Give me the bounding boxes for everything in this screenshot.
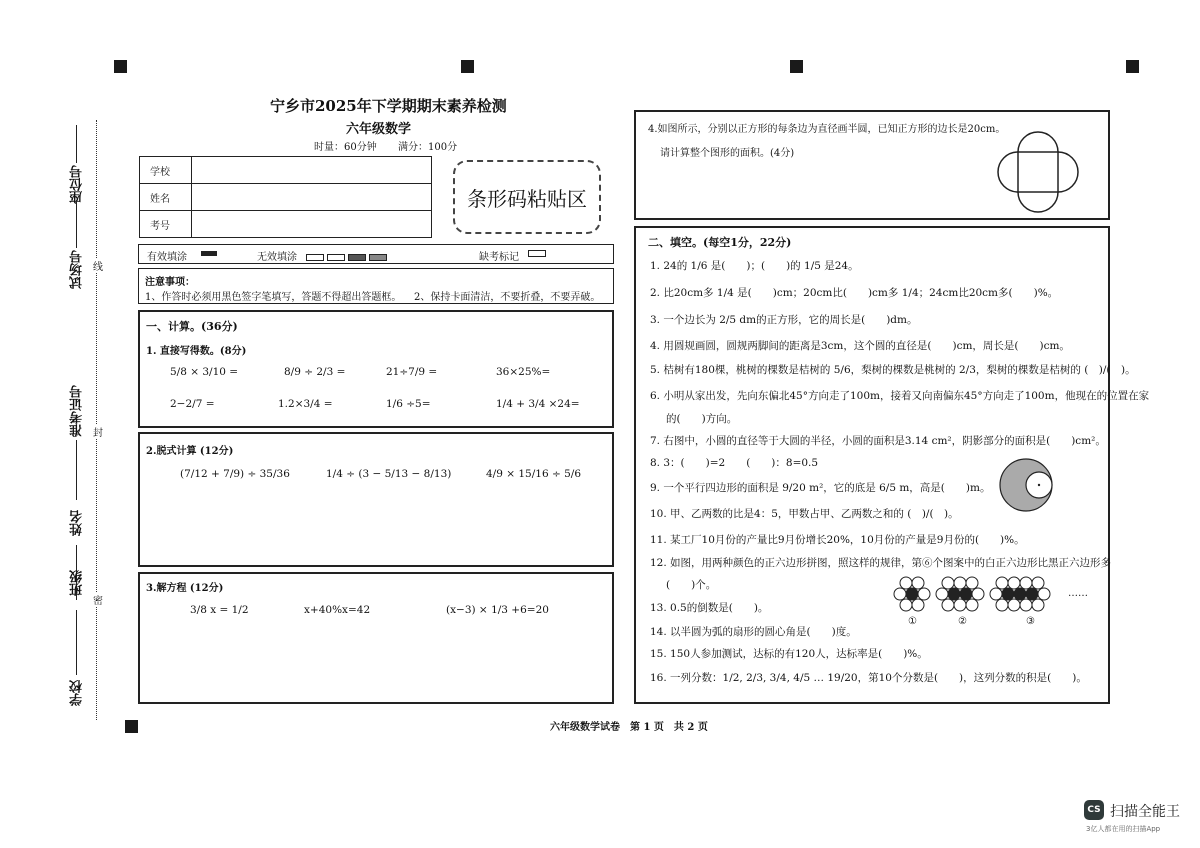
calc-p1: 5/8 × 3/10 =: [170, 366, 239, 378]
calc-q1: (7/12 + 7/9) ÷ 35/36: [180, 468, 290, 480]
exam-id-field[interactable]: [192, 211, 432, 238]
fill-item-1: 1. 24的 1/6 是( )；( )的 1/5 是24。: [650, 260, 859, 272]
name-field[interactable]: [192, 184, 432, 211]
seat-line: [76, 125, 77, 163]
fill-legend: [138, 244, 614, 264]
fill-item-5: 5. 桔树有180棵，桃树的棵数是桔树的 5/6，梨树的棵数是桃树的 2/3，梨树的棵数是桔树的 ( )/( )。: [650, 364, 1136, 376]
cs-badge-icon: CS: [1084, 800, 1104, 820]
q4-text: 4.如图所示，分别以正方形的每条边为直径画半圆，已知正方形的边长是20cm。: [648, 124, 1006, 135]
section1-title: 一、计算。(36分): [146, 320, 238, 333]
fill-item-6-cont: 的( )方向。: [666, 413, 738, 425]
calc-p8: 1/4 + 3/4 ×24=: [496, 398, 580, 410]
fill-item-3: 3. 一个边长为 2/5 dm的正方形，它的周长是( )dm。: [650, 314, 918, 326]
student-info-table: [139, 156, 432, 238]
section2-title: 二、填空。(每空1分，22分): [648, 236, 792, 249]
calc-q3: 4/9 × 15/16 ÷ 5/6: [486, 468, 582, 480]
registration-mark: [1126, 60, 1139, 73]
fill-item-9: 9. 一个平行四边形的面积是 9/20 m²，它的底是 6/5 m，高是( )m。: [650, 482, 991, 494]
legend-valid-label: 有效填涂: [147, 252, 187, 263]
school-line: [76, 610, 77, 675]
seal-char-feng: 封: [93, 424, 103, 439]
calc-q2: 1/4 ÷ (3 − 5/13 − 8/13): [326, 468, 452, 480]
calc-p7: 1/6 ÷5=: [386, 398, 431, 410]
fill-item-11: 11. 某工厂10月份的产量比9月份增长20%，10月份的产量是9月份的( )%。: [650, 534, 1025, 546]
fill-item-6: 6. 小明从家出发，先向东偏北45°方向走了100m，接着又向南偏东45°方向走了100m，他现在的位置在家: [650, 390, 1150, 402]
square-semicircle-figure: [984, 130, 1092, 214]
fill-item-4: 4. 用圆规画圆，圆规两脚间的距离是3cm，这个圆的直径是( )cm，周长是( )cm。: [650, 340, 1070, 352]
ticket-line: [76, 440, 77, 500]
registration-mark: [461, 60, 474, 73]
info-label-id: 考号: [140, 211, 192, 238]
side-label-room: 试场号: [70, 250, 85, 289]
valid-fill-sample: [201, 251, 217, 256]
notes-box: [138, 268, 614, 304]
subject-title: 六年级数学: [346, 122, 412, 137]
registration-mark: [125, 720, 138, 733]
calc-p2: 8/9 ÷ 2/3 =: [284, 366, 346, 378]
page-footer: 六年级数学试卷 第 1 页 共 2 页: [550, 722, 708, 733]
score-label: 满分：100分: [398, 142, 458, 153]
side-label-class: 班级: [70, 570, 85, 596]
info-label-school: 学校: [140, 157, 192, 184]
calc-p6: 1.2×3/4 =: [278, 398, 333, 410]
fill-item-13: 13. 0.5的倒数是( )。: [650, 602, 769, 614]
registration-mark: [114, 60, 127, 73]
fill-item-10: 10. 甲、乙两数的比是4：5，甲数占甲、乙两数之和的 ( )/( )。: [650, 508, 959, 520]
watermark-brand: 扫描全能王: [1110, 804, 1180, 820]
fill-item-12-cont: ( )个。: [666, 579, 717, 591]
school-field[interactable]: [192, 157, 432, 184]
legend-invalid-label: 无效填涂: [257, 252, 297, 263]
eq-3: (x−3) × 1/3 +6=20: [446, 604, 549, 616]
scanner-watermark: [1084, 800, 1196, 840]
notes-title: 注意事项：: [145, 277, 195, 288]
section1-part2-box: [138, 432, 614, 567]
section1-part3-box: [138, 572, 614, 704]
legend-absent-label: 缺考标记: [479, 252, 519, 263]
fill-item-14: 14. 以半圆为弧的扇形的圆心角是( )度。: [650, 626, 857, 638]
side-label-ticket: 准考证号: [70, 385, 85, 437]
question4-box: [634, 110, 1110, 220]
seal-char-mi: 密: [93, 592, 103, 607]
barcode-area: 条形码粘贴区: [453, 160, 601, 234]
fill-item-15: 15. 150人参加测试，达标的有120人，达标率是( )%。: [650, 648, 928, 660]
calc-p3: 21÷7/9 =: [386, 366, 438, 378]
hexagon-pattern-figure: [892, 573, 1106, 631]
fill-item-7: 7. 右图中，小圆的直径等于大圆的半径，小圆的面积是3.14 cm²，阴影部分的面积是( )cm²。: [650, 435, 1106, 447]
watermark-sub: 3亿人都在用的扫描App: [1086, 825, 1161, 833]
section1-box: [138, 310, 614, 428]
time-label: 时量：60分钟: [314, 142, 377, 153]
section1-sub1: 1. 直接写得数。(8分): [146, 346, 247, 357]
calc-p4: 36×25%=: [496, 366, 551, 378]
seal-line: [96, 120, 97, 720]
side-label-seat: 座位号: [70, 165, 85, 204]
pattern-ellipsis: ……: [1068, 588, 1088, 599]
absent-mark-box[interactable]: [528, 250, 546, 257]
fill-item-2: 2. 比20cm多 1/4 是( )cm；20cm比( )cm多 1/4；24cm比20cm多( )%。: [650, 287, 1059, 299]
side-label-school: 学校: [70, 680, 85, 706]
section1-sub2: 2.脱式计算 (12分): [146, 446, 234, 457]
room-line: [76, 200, 77, 248]
shaded-circle-figure: [994, 456, 1058, 514]
pattern-label-1: ①: [908, 616, 917, 627]
notes-item-1: 1、作答时必须用黑色签字笔填写，答题不得超出答题框。: [145, 292, 402, 303]
section2-box: [634, 226, 1150, 704]
section1-sub3: 3.解方程 (12分): [146, 583, 224, 594]
notes-item-2: 2、保持卡面清洁，不要折叠，不要弄破。: [414, 292, 601, 303]
eq-2: x+40%x=42: [304, 604, 371, 616]
q4-ask: 请计算整个图形的面积。(4分): [660, 148, 795, 159]
side-label-name: 姓名: [70, 510, 85, 536]
fill-item-12: 12. 如图，用两种颜色的正六边形拼图，照这样的规律，第⑥个图案中的白正六边形比黑正六边形多: [650, 557, 1112, 569]
calc-p5: 2−2/7 =: [170, 398, 215, 410]
pattern-label-2: ②: [958, 616, 967, 627]
fill-item-16: 16. 一列分数：1/2, 2/3, 3/4, 4/5 … 19/20，第10个分数是( )，这列分数的积是( )。: [650, 672, 1087, 684]
registration-mark: [790, 60, 803, 73]
seal-char-xian: 线: [93, 258, 103, 273]
info-label-name: 姓名: [140, 184, 192, 211]
page-title: 宁乡市2025年下学期期末素养检测: [270, 97, 507, 115]
invalid-fill-samples: [303, 247, 387, 266]
eq-1: 3/8 x = 1/2: [190, 604, 249, 616]
fill-item-8: 8. 3：( )=2 ( )：8=0.5: [650, 457, 819, 469]
pattern-label-3: ③: [1026, 616, 1035, 627]
